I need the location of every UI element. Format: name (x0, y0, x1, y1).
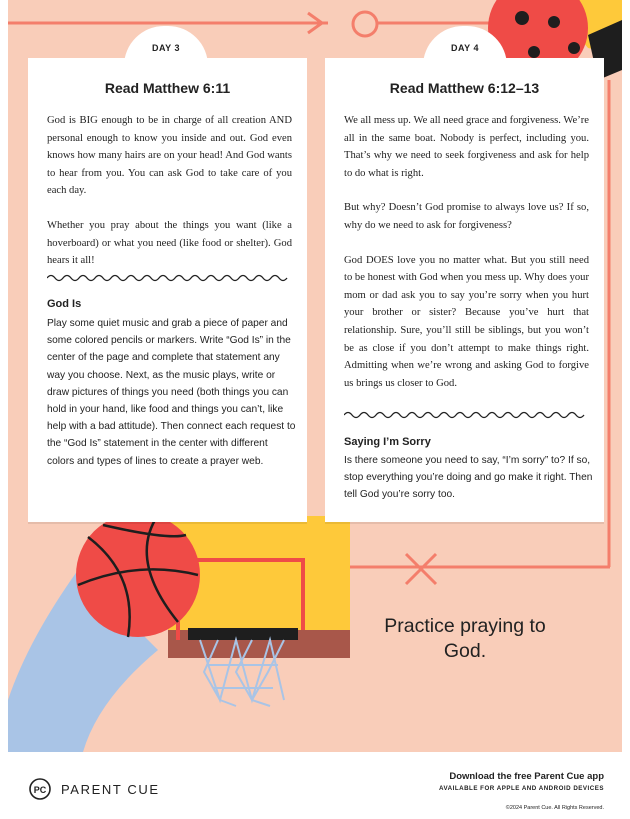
day3-card (28, 58, 307, 522)
day4-para3: God DOES love you no matter what. But you still need to be honest with God when you mess up. Why does your mom or dad ask you to say you’re sorry when you hurt your brother or sister? Because you’ve hurt that relationship. Sure, you’ll still be siblings, but you won’t be as close if you don’t attempt to make things right. Admitting when we’re wrong and asking God to forgive us brings us closer to God. (344, 254, 589, 389)
day3-para2: Whether you pray about the things you want (like a hoverboard) or what you need (like food or shelter). God hears it all! (47, 219, 292, 267)
day4-card (325, 58, 604, 522)
download-text: Download the free Parent Cue app (449, 771, 604, 782)
day4-para2: But why? Doesn’t God promise to always love us? If so, why do we need to ask for forgiveness? (344, 202, 589, 231)
svg-text:PC: PC (33, 785, 47, 795)
day4-para1: We all mess up. We all need grace and forgiveness. We’re all in the same boat. Nobody is perfect, including you. That’s why we need to seek forgiveness and ask for help to do what is right. (344, 115, 589, 179)
day4-activity-title: Saying I’m Sorry (344, 436, 431, 448)
brand-name: PARENT CUE (61, 781, 160, 797)
parent-cue-logo (29, 778, 160, 800)
day3-tab: DAY 3 (124, 26, 208, 66)
footer-download-info (439, 771, 604, 811)
copyright-text: ©2024 Parent Cue. All Rights Reserved. (505, 805, 604, 811)
day4-activity-text: Is there someone you need to say, “I’m sorry” to? If so, stop everything you’re doing and go make it right. Then tell God you’re sorry too. (344, 455, 593, 501)
squiggle-divider (47, 273, 292, 283)
day3-activity-title: God Is (47, 298, 82, 310)
pc-logo-icon (29, 778, 51, 800)
squiggle-divider (344, 410, 589, 420)
day3-para1: God is BIG enough to be in charge of all creation AND personal enough to know you inside and out. God even knows how many hairs are on your head! And God wants to hear from you. You can ask God to take care of you each day. (47, 115, 292, 197)
day4-tab: DAY 4 (423, 26, 507, 66)
day3-body (47, 112, 292, 287)
circle-icon (353, 12, 377, 36)
day4-title: Read Matthew 6:12–13 (389, 80, 540, 96)
available-text: AVAILABLE FOR APPLE AND ANDROID DEVICES (438, 785, 604, 792)
day4-body (344, 112, 589, 409)
day3-activity-text: Play some quiet music and grab a piece of paper and some colored pencils or markers. Write “God Is” in the center of the page and complete that statement any way you choose. Next, as the music plays, write or draw pictures of things you need (both things you can hold in your hand, like food and things you can’t, like help with a bad attitude). Then connect each request to the “God Is” statement in the center with different colors and types of lines to create a prayer web. (47, 318, 296, 467)
day3-title: Read Matthew 6:11 (104, 80, 231, 96)
tagline: Practice praying to God. (384, 615, 546, 662)
rim (188, 628, 298, 640)
